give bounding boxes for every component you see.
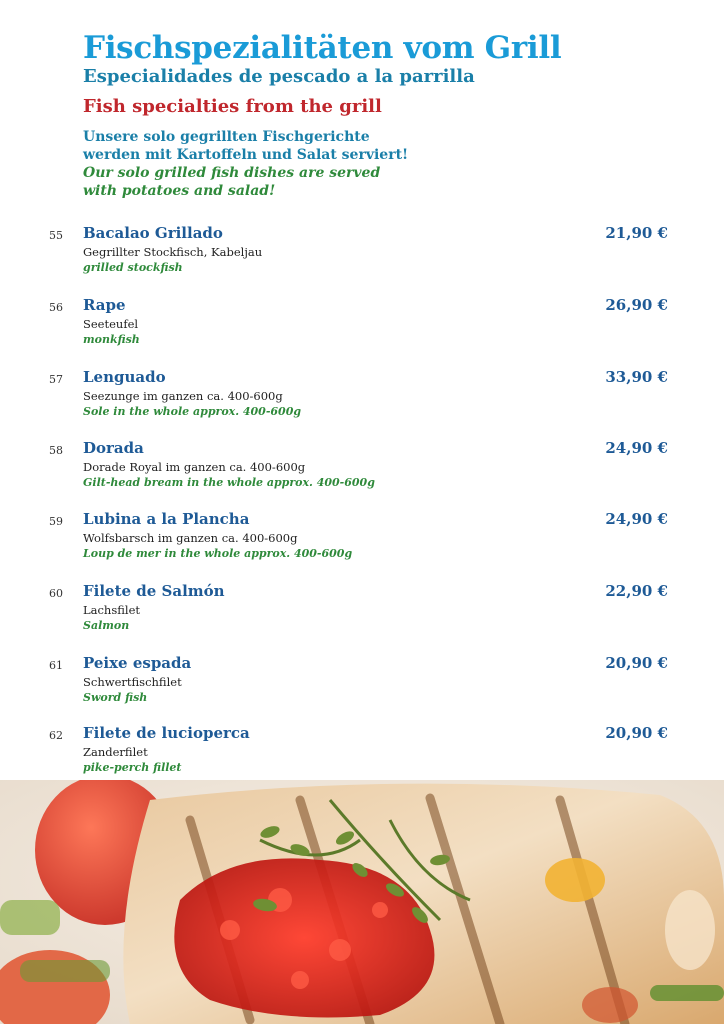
item-price: 22,90 € xyxy=(605,582,668,600)
item-name: Peixe espada xyxy=(83,654,192,672)
item-description-english: pike-perch fillet xyxy=(83,761,182,774)
menu-item xyxy=(0,366,724,430)
item-description-english: Salmon xyxy=(83,619,130,632)
item-description-german: Zanderfilet xyxy=(83,745,148,759)
item-price: 20,90 € xyxy=(605,724,668,742)
item-description-english: Sole in the whole approx. 400-600g xyxy=(83,405,302,418)
menu-item xyxy=(0,437,724,501)
item-number: 62 xyxy=(49,729,63,742)
item-description-german: Seezunge im ganzen ca. 400-600g xyxy=(83,389,283,403)
grilled-fish-photo xyxy=(0,780,724,1024)
item-description-german: Wolfsbarsch im ganzen ca. 400-600g xyxy=(83,531,298,545)
item-description-german: Dorade Royal im ganzen ca. 400-600g xyxy=(83,460,306,474)
item-name: Bacalao Grillado xyxy=(83,224,223,242)
intro-text xyxy=(83,128,683,200)
menu-item xyxy=(0,222,724,286)
item-name: Lubina a la Plancha xyxy=(83,510,250,528)
item-number: 61 xyxy=(49,659,63,672)
item-name: Dorada xyxy=(83,439,144,457)
intro-german-line-2: werden mit Kartoffeln und Salat serviert! xyxy=(83,147,409,163)
menu-item xyxy=(0,580,724,644)
item-description-english: Gilt-head bream in the whole approx. 400-600g xyxy=(83,476,375,489)
item-price: 26,90 € xyxy=(605,296,668,314)
item-price: 24,90 € xyxy=(605,439,668,457)
menu-item xyxy=(0,294,724,358)
menu-item xyxy=(0,508,724,572)
item-name: Filete de Salmón xyxy=(83,582,225,600)
menu-header xyxy=(83,30,683,200)
item-name: Lenguado xyxy=(83,368,166,386)
item-description-english: grilled stockfish xyxy=(83,261,183,274)
item-description-german: Lachsfilet xyxy=(83,603,141,617)
item-description-german: Seeteufel xyxy=(83,317,139,331)
intro-german-line-1: Unsere solo gegrillten Fischgerichte xyxy=(83,129,370,145)
item-price: 21,90 € xyxy=(605,224,668,242)
item-number: 56 xyxy=(49,301,63,314)
menu-item xyxy=(0,722,724,786)
item-number: 57 xyxy=(49,373,63,386)
item-description-english: Loup de mer in the whole approx. 400-600g xyxy=(83,547,353,560)
page-title-english: Fish specialties from the grill xyxy=(83,96,382,117)
page-title-german: Fischspezialitäten vom Grill xyxy=(83,30,562,66)
page-title-spanish: Especialidades de pescado a la parrilla xyxy=(83,66,475,87)
item-number: 55 xyxy=(49,229,63,242)
item-price: 33,90 € xyxy=(605,368,668,386)
grilled-fish-illustration xyxy=(0,780,724,1024)
item-number: 58 xyxy=(49,444,63,457)
item-price: 20,90 € xyxy=(605,654,668,672)
item-description-german: Gegrillter Stockfisch, Kabeljau xyxy=(83,245,263,259)
menu-item xyxy=(0,652,724,716)
item-name: Filete de lucioperca xyxy=(83,724,250,742)
item-description-english: monkfish xyxy=(83,333,140,346)
item-price: 24,90 € xyxy=(605,510,668,528)
intro-english-line-2: with potatoes and salad! xyxy=(83,183,276,199)
intro-english-line-1: Our solo grilled fish dishes are served xyxy=(83,165,381,181)
item-description-english: Sword fish xyxy=(83,691,148,704)
item-description-german: Schwertfischfilet xyxy=(83,675,182,689)
item-name: Rape xyxy=(83,296,126,314)
item-number: 60 xyxy=(49,587,63,600)
item-number: 59 xyxy=(49,515,63,528)
